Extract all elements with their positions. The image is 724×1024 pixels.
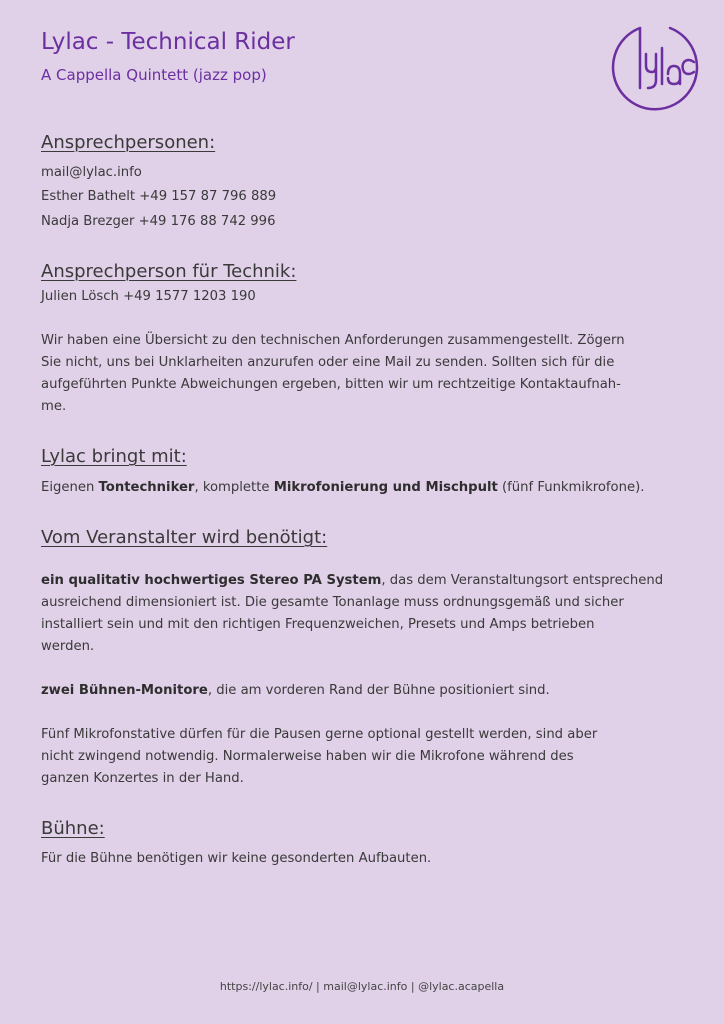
brings-sound-engineer: Tontechniker (98, 480, 195, 495)
intro-line-1: Wir haben eine Übersicht zu den technischen Anforderungen zusammengestellt. Zögern (41, 333, 625, 348)
pa-line-1: ein qualitativ hochwertiges Stereo PA System, das dem Veranstaltungsort entsprechend (41, 573, 664, 588)
contact-person-nadja: Nadja Brezger +49 176 88 742 996 (41, 214, 276, 229)
pa-system-bold: ein qualitativ hochwertiges Stereo PA System (41, 573, 382, 588)
pa-line-3: installiert sein und mit den richtigen Frequenzweichen, Presets und Amps betrieben (41, 617, 595, 632)
stands-line-2: nicht zwingend notwendig. Normalerweise haben wir die Mikrofone während des (41, 749, 574, 764)
brings-heading: Lylac bringt mit: (41, 446, 187, 467)
tech-contact-person: Julien Lösch +49 1577 1203 190 (41, 289, 256, 304)
pa-line-4: werden. (41, 639, 95, 654)
stands-line-3: ganzen Konzertes in der Hand. (41, 771, 244, 786)
stands-line-1: Fünf Mikrofonstative dürfen für die Pausen gerne optional gestellt werden, sind aber (41, 727, 598, 742)
stage-text: Für die Bühne benötigen wir keine gesonderten Aufbauten. (41, 851, 432, 866)
document-title: Lylac - Technical Rider (41, 29, 295, 55)
intro-line-2: Sie nicht, uns bei Unklarheiten anzurufen oder eine Mail zu senden. Sollten sich für die (41, 355, 615, 370)
brings-mics-mixer: Mikrofonierung und Mischpult (273, 480, 498, 495)
monitors-line: zwei Bühnen-Monitore, die am vorderen Rand der Bühne positioniert sind. (41, 683, 550, 698)
contact-person-esther: Esther Bathelt +49 157 87 796 889 (41, 189, 277, 204)
lylac-logo (610, 22, 700, 118)
intro-line-3: aufgeführten Punkte Abweichungen ergeben, bitten wir um rechtzeitige Kontaktaufnah- (41, 377, 621, 392)
contacts-heading: Ansprechpersonen: (41, 132, 216, 153)
brings-text: Eigenen Tontechniker, komplette Mikrofonierung und Mischpult (fünf Funkmikrofone). (41, 480, 645, 495)
footer-contact-line: https://lylac.info/ | mail@lylac.info | @lylac.acapella (219, 980, 505, 993)
needs-heading: Vom Veranstalter wird benötigt: (41, 527, 328, 548)
contact-email: mail@lylac.info (41, 165, 142, 180)
intro-line-4: me. (41, 399, 67, 414)
stage-heading: Bühne: (41, 818, 105, 839)
pa-line-2: ausreichend dimensioniert ist. Die gesamte Tonanlage muss ordnungsgemäß und sicher (41, 595, 624, 610)
tech-contact-heading: Ansprechperson für Technik: (41, 261, 297, 282)
document-subtitle: A Cappella Quintett (jazz pop) (41, 66, 267, 84)
monitors-bold: zwei Bühnen-Monitore (41, 683, 208, 698)
